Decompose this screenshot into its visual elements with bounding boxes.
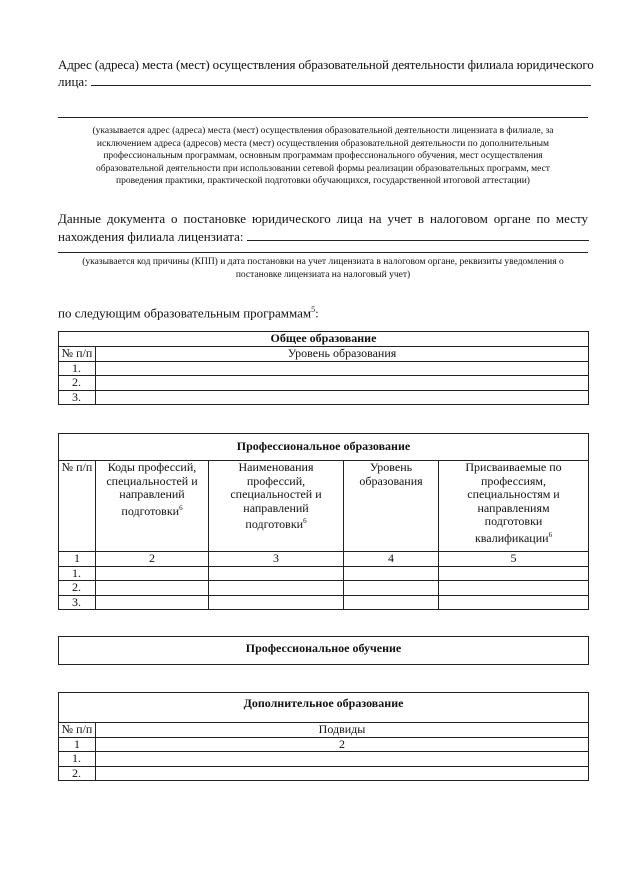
programs-intro-suffix: :	[315, 305, 319, 321]
row-number: 1.	[59, 752, 96, 767]
data-cell[interactable]	[439, 581, 589, 596]
professional-training-title: Профессиональное обучение	[245, 641, 402, 655]
tax-note-line: (указывается код причины (КПП) и дата постановки на учет лицензиата в налоговом органе, реквизиты уведомления о	[82, 257, 564, 267]
row-number: 3.	[59, 390, 96, 405]
programs-intro	[58, 302, 319, 320]
table-row	[59, 752, 589, 767]
address-input-line-2[interactable]	[58, 117, 588, 118]
column-number: 4	[344, 552, 439, 567]
address-note	[58, 125, 588, 188]
table-row	[59, 766, 589, 781]
column-number: 2	[96, 737, 589, 752]
row-number: 1.	[59, 566, 96, 581]
header-text: Коды профессий, специальностей и направлений подготовки	[106, 460, 198, 518]
table-row	[59, 581, 589, 596]
data-cell[interactable]	[96, 581, 209, 596]
level-cell[interactable]	[96, 361, 589, 376]
column-number: 5	[439, 552, 589, 567]
general-education-title: Общее образование	[59, 332, 589, 347]
tax-section	[58, 211, 588, 244]
table-row	[59, 361, 589, 376]
header-text: Присваиваемые по профессиям, специальностям и направлениям подготовки квалификации	[465, 460, 562, 545]
column-header-qualifications	[439, 461, 589, 552]
data-cell[interactable]	[209, 595, 344, 610]
data-cell[interactable]	[439, 595, 589, 610]
professional-education-title: Профессиональное образование	[59, 434, 589, 461]
address-note-line: (указывается адрес (адреса) места (мест) осуществления образовательной деятельности лицензиата в филиале, за	[92, 126, 554, 136]
programs-intro-text: по следующим образовательным программам	[58, 305, 312, 321]
footnote-mark: 5	[311, 305, 316, 314]
address-section	[58, 57, 598, 89]
column-header-number: № п/п	[59, 347, 96, 362]
tax-note	[58, 256, 588, 281]
address-label-line2: лица:	[58, 74, 88, 89]
address-note-line: проведения практики, практической подготовки обучающихся, государственной итоговой аттестации)	[116, 176, 530, 186]
column-number: 1	[59, 552, 96, 567]
row-number: 2.	[59, 376, 96, 391]
row-number: 3.	[59, 595, 96, 610]
professional-training-box	[58, 636, 589, 665]
subtype-cell[interactable]	[96, 766, 589, 781]
data-cell[interactable]	[96, 566, 209, 581]
tax-label-line1: Данные документа о постановке юридического лица на учет в налоговом органе по месту	[58, 211, 588, 226]
table-row	[59, 376, 589, 391]
level-cell[interactable]	[96, 376, 589, 391]
additional-education-title: Дополнительное образование	[59, 693, 589, 723]
address-note-line: профессиональным программам, основным программам профессионального обучения, мест осуществления	[103, 151, 543, 161]
data-cell[interactable]	[439, 566, 589, 581]
row-number: 1.	[59, 361, 96, 376]
column-header-subtypes: Подвиды	[96, 723, 589, 738]
table-row	[59, 566, 589, 581]
column-header-codes	[96, 461, 209, 552]
tax-note-line: постановке лицензиата на налоговый учет)	[235, 269, 411, 280]
address-input-line[interactable]	[91, 73, 591, 86]
data-cell[interactable]	[344, 566, 439, 581]
table-row	[59, 595, 589, 610]
footnote-mark: 6	[548, 530, 553, 539]
general-education-table	[58, 331, 589, 405]
column-number-row	[59, 737, 589, 752]
column-header-names	[209, 461, 344, 552]
column-number: 1	[59, 737, 96, 752]
column-header-number	[59, 461, 96, 552]
header-text: № п/п	[61, 460, 93, 474]
row-number: 2.	[59, 581, 96, 596]
data-cell[interactable]	[209, 581, 344, 596]
data-cell[interactable]	[209, 566, 344, 581]
subtype-cell[interactable]	[96, 752, 589, 767]
footnote-mark: 6	[303, 517, 307, 525]
column-number-row	[59, 552, 589, 567]
column-number: 2	[96, 552, 209, 567]
column-header-level: Уровень образования	[96, 347, 589, 362]
address-note-line: образовательной деятельности при использовании сетевой формы реализации образовательных программ, мест	[96, 163, 550, 174]
data-cell[interactable]	[96, 595, 209, 610]
column-number: 3	[209, 552, 344, 567]
data-cell[interactable]	[344, 595, 439, 610]
footnote-mark: 6	[179, 503, 183, 512]
tax-input-line-2[interactable]	[58, 252, 588, 253]
tax-input-line[interactable]	[247, 228, 589, 241]
address-note-line: исключением адреса (адресов) места (мест) осуществления образовательной деятельности по дополнительным	[96, 138, 550, 149]
additional-education-table	[58, 692, 589, 781]
tax-label-line2: нахождения филиала лицензиата:	[58, 229, 244, 244]
table-row	[59, 390, 589, 405]
column-header-level	[344, 461, 439, 552]
header-text: Уровень образования	[359, 460, 423, 488]
address-label-line1: Адрес (адреса) места (мест) осуществления образовательной деятельности филиала юридического	[58, 57, 594, 72]
column-header-number: № п/п	[59, 723, 96, 738]
level-cell[interactable]	[96, 390, 589, 405]
header-text: Наименования профессий, специальностей и направлений подготовки	[230, 460, 322, 531]
data-cell[interactable]	[344, 581, 439, 596]
row-number: 2.	[59, 766, 96, 781]
professional-education-table	[58, 433, 589, 610]
